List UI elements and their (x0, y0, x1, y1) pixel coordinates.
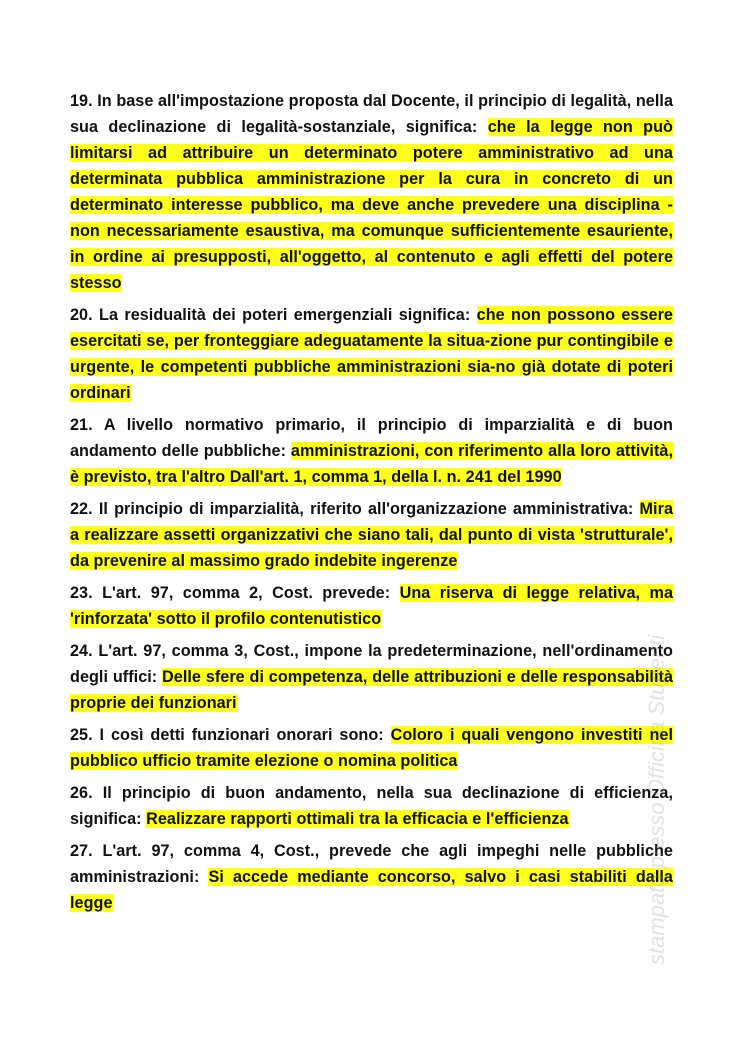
highlighted-answer: Delle sfere di competenza, delle attribuzioni e delle responsabilità proprie dei funzionari (70, 668, 673, 712)
question-text: 24. L'art. 97, comma 3, Cost., impone la predeterminazione, nell'ordinamento degli uffici: (70, 642, 673, 686)
question-27 (70, 838, 673, 916)
question-text: 25. I così detti funzionari onorari sono: (70, 726, 391, 744)
highlighted-answer: amministrazioni, con riferimento alla loro attività, è previsto, tra l'altro Dall'art. 1, comma 1, della l. n. 241 del 1990 (70, 442, 674, 486)
highlighted-answer: Mira a realizzare assetti organizzativi che siano tali, dal punto di vista 'strutturale', da prevenire al massimo grado indebite ingerenze (70, 500, 673, 570)
document-page (70, 88, 673, 922)
watermark: stampato presso Officina Studenti (644, 634, 669, 965)
highlighted-answer: Realizzare rapporti ottimali tra la efficacia e l'efficienza (146, 810, 569, 828)
question-text: 19. In base all'impostazione proposta dal Docente, il principio di legalità, nella sua declinazione di legalità-sostanziale, significa: (70, 92, 673, 136)
highlighted-answer: Coloro i quali vengono investiti nel pubblico ufficio tramite elezione o nomina politica (70, 726, 673, 770)
question-24 (70, 638, 673, 716)
question-text: 20. La residualità dei poteri emergenziali significa: (70, 306, 477, 324)
highlighted-answer: Si accede mediante concorso, salvo i casi stabiliti dalla legge (70, 868, 673, 912)
question-text: 21. A livello normativo primario, il principio di imparzialità e di buon andamento delle pubbliche: (70, 416, 673, 460)
question-21 (70, 412, 673, 490)
question-26 (70, 780, 673, 832)
highlighted-answer: che non possono essere esercitati se, per fronteggiare adeguatamente la situa-zione pur contingibile e urgente, le competenti pubbliche amministrazioni sia-no già dotate di poteri ordinari (70, 306, 673, 402)
question-text: 23. L'art. 97, comma 2, Cost. prevede: (70, 584, 400, 602)
question-22 (70, 496, 673, 574)
highlighted-answer: che la legge non può limitarsi ad attribuire un determinato potere amministrativo ad una determinata pubblica amministrazione per la cura in concreto di un determinato interesse pubblico, ma deve anche prevedere una disciplina - non necessariamente esaustiva, ma comunque sufficientemente esauriente, in ordine ai presupposti, all'oggetto, al contenuto e agli effetti del potere stesso (70, 118, 673, 292)
question-text: 26. Il principio di buon andamento, nella sua declinazione di efficienza, significa: (70, 784, 673, 828)
question-25 (70, 722, 673, 774)
question-text: 22. Il principio di imparzialità, riferito all'organizzazione amministrativa: (70, 500, 640, 518)
question-23 (70, 580, 673, 632)
question-text: 27. L'art. 97, comma 4, Cost., prevede che agli impeghi nelle pubbliche amministrazioni: (70, 842, 673, 886)
question-19 (70, 88, 673, 296)
question-20 (70, 302, 673, 406)
highlighted-answer: Una riserva di legge relativa, ma 'rinforzata' sotto il profilo contenutistico (70, 584, 673, 628)
